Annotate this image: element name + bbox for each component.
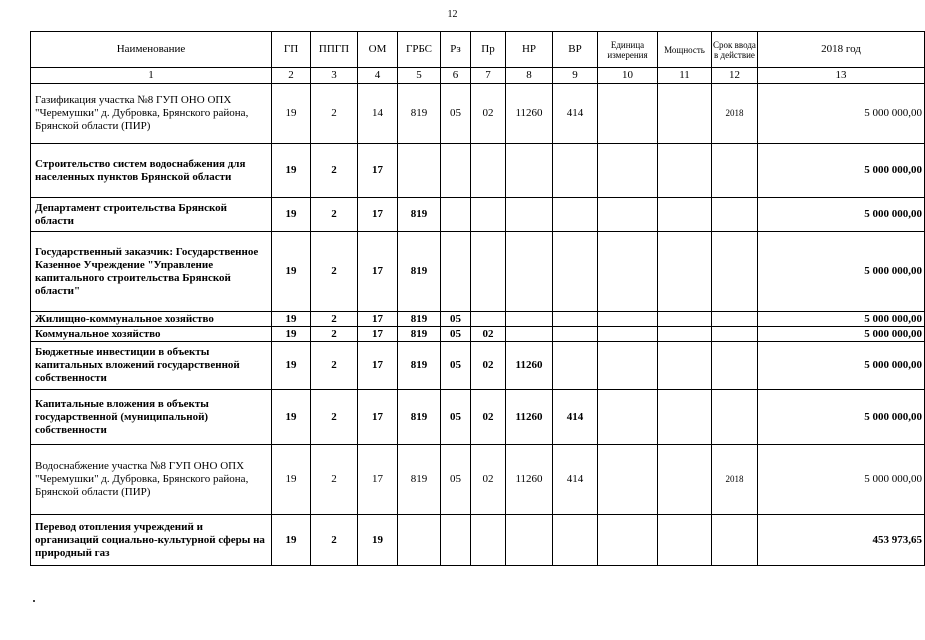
row-term xyxy=(712,342,758,390)
row-om: 17 xyxy=(358,327,398,342)
row-capacity xyxy=(658,342,712,390)
table-row xyxy=(31,84,925,144)
row-ppgp: 2 xyxy=(311,515,358,566)
row-unit xyxy=(598,198,658,232)
column-number: 3 xyxy=(311,68,358,84)
row-name: Капитальные вложения в объекты государственной (муниципальной) собственности xyxy=(31,390,272,445)
row-capacity xyxy=(658,390,712,445)
row-amount: 5 000 000,00 xyxy=(758,390,925,445)
row-grbs: 819 xyxy=(398,445,441,515)
row-name: Коммунальное хозяйство xyxy=(31,327,272,342)
row-rz xyxy=(441,198,471,232)
row-rz: 05 xyxy=(441,84,471,144)
row-amount: 5 000 000,00 xyxy=(758,84,925,144)
row-nr: 11260 xyxy=(506,84,553,144)
row-vr xyxy=(553,327,598,342)
row-grbs xyxy=(398,515,441,566)
row-rz: 05 xyxy=(441,312,471,327)
row-om: 17 xyxy=(358,144,398,198)
row-unit xyxy=(598,342,658,390)
row-om: 17 xyxy=(358,198,398,232)
row-rz xyxy=(441,232,471,312)
row-rz: 05 xyxy=(441,342,471,390)
row-name: Жилищно-коммунальное хозяйство xyxy=(31,312,272,327)
column-number: 8 xyxy=(506,68,553,84)
row-term: 2018 xyxy=(712,445,758,515)
row-gp: 19 xyxy=(272,515,311,566)
row-name: Водоснабжение участка №8 ГУП ОНО ОПХ "Черемушки" д. Дубровка, Брянского района, Брянской области (ПИР) xyxy=(31,445,272,515)
row-vr: 414 xyxy=(553,445,598,515)
column-number: 12 xyxy=(712,68,758,84)
row-term xyxy=(712,312,758,327)
table-row xyxy=(31,390,925,445)
row-vr: 414 xyxy=(553,390,598,445)
budget-table xyxy=(30,31,925,566)
row-name: Государственный заказчик: Государственное Казенное Учреждение "Управление капитального строительства Брянской области" xyxy=(31,232,272,312)
header-name: Наименование xyxy=(31,32,272,68)
header-rz: Рз xyxy=(441,32,471,68)
row-pr xyxy=(471,144,506,198)
table-row xyxy=(31,312,925,327)
row-pr: 02 xyxy=(471,84,506,144)
row-pr xyxy=(471,515,506,566)
row-grbs: 819 xyxy=(398,342,441,390)
row-grbs: 819 xyxy=(398,84,441,144)
row-grbs xyxy=(398,144,441,198)
row-amount: 5 000 000,00 xyxy=(758,327,925,342)
row-amount: 5 000 000,00 xyxy=(758,312,925,327)
row-unit xyxy=(598,144,658,198)
row-unit xyxy=(598,327,658,342)
column-number: 10 xyxy=(598,68,658,84)
row-ppgp: 2 xyxy=(311,445,358,515)
row-name: Строительство систем водоснабжения для населенных пунктов Брянской области xyxy=(31,144,272,198)
header-row xyxy=(31,32,925,68)
column-number: 1 xyxy=(31,68,272,84)
row-capacity xyxy=(658,515,712,566)
row-vr: 414 xyxy=(553,84,598,144)
header-term: Срок ввода в действие xyxy=(712,32,758,68)
header-unit: Единица измерения xyxy=(598,32,658,68)
row-pr xyxy=(471,232,506,312)
row-nr xyxy=(506,144,553,198)
row-vr xyxy=(553,198,598,232)
row-nr xyxy=(506,327,553,342)
row-unit xyxy=(598,84,658,144)
row-om: 14 xyxy=(358,84,398,144)
row-name: Бюджетные инвестиции в объекты капитальных вложений государственной собственности xyxy=(31,342,272,390)
row-term xyxy=(712,327,758,342)
scan-speck xyxy=(33,600,35,602)
row-nr: 11260 xyxy=(506,390,553,445)
row-pr: 02 xyxy=(471,342,506,390)
row-om: 17 xyxy=(358,342,398,390)
row-grbs: 819 xyxy=(398,198,441,232)
header-year: 2018 год xyxy=(758,32,925,68)
table-row xyxy=(31,342,925,390)
row-pr xyxy=(471,312,506,327)
column-number: 2 xyxy=(272,68,311,84)
row-ppgp: 2 xyxy=(311,232,358,312)
row-term xyxy=(712,515,758,566)
row-capacity xyxy=(658,327,712,342)
row-capacity xyxy=(658,312,712,327)
row-om: 17 xyxy=(358,232,398,312)
table-row xyxy=(31,198,925,232)
row-capacity xyxy=(658,84,712,144)
column-number: 11 xyxy=(658,68,712,84)
row-name: Перевод отопления учреждений и организаций социально-культурной сферы на природный газ xyxy=(31,515,272,566)
row-amount: 5 000 000,00 xyxy=(758,198,925,232)
row-gp: 19 xyxy=(272,445,311,515)
row-om: 17 xyxy=(358,390,398,445)
row-nr: 11260 xyxy=(506,445,553,515)
header-nr: НР xyxy=(506,32,553,68)
row-amount: 453 973,65 xyxy=(758,515,925,566)
table-row xyxy=(31,144,925,198)
row-gp: 19 xyxy=(272,84,311,144)
row-capacity xyxy=(658,445,712,515)
row-pr xyxy=(471,198,506,232)
header-gp: ГП xyxy=(272,32,311,68)
row-om: 17 xyxy=(358,312,398,327)
header-capacity: Мощность xyxy=(658,32,712,68)
row-nr: 11260 xyxy=(506,342,553,390)
row-unit xyxy=(598,445,658,515)
row-ppgp: 2 xyxy=(311,342,358,390)
row-rz: 05 xyxy=(441,390,471,445)
row-vr xyxy=(553,515,598,566)
row-unit xyxy=(598,515,658,566)
row-capacity xyxy=(658,144,712,198)
row-grbs: 819 xyxy=(398,327,441,342)
row-term xyxy=(712,232,758,312)
row-unit xyxy=(598,312,658,327)
column-number: 7 xyxy=(471,68,506,84)
row-name: Департамент строительства Брянской области xyxy=(31,198,272,232)
row-nr xyxy=(506,312,553,327)
column-number: 13 xyxy=(758,68,925,84)
row-amount: 5 000 000,00 xyxy=(758,232,925,312)
row-grbs: 819 xyxy=(398,232,441,312)
row-ppgp: 2 xyxy=(311,312,358,327)
row-ppgp: 2 xyxy=(311,198,358,232)
row-capacity xyxy=(658,198,712,232)
row-gp: 19 xyxy=(272,342,311,390)
row-vr xyxy=(553,312,598,327)
row-rz: 05 xyxy=(441,327,471,342)
row-ppgp: 2 xyxy=(311,390,358,445)
table-row xyxy=(31,327,925,342)
row-vr xyxy=(553,342,598,390)
row-amount: 5 000 000,00 xyxy=(758,445,925,515)
row-gp: 19 xyxy=(272,390,311,445)
row-om: 19 xyxy=(358,515,398,566)
row-nr xyxy=(506,515,553,566)
row-gp: 19 xyxy=(272,327,311,342)
row-term xyxy=(712,390,758,445)
row-term xyxy=(712,198,758,232)
row-rz xyxy=(441,144,471,198)
header-ppgp: ППГП xyxy=(311,32,358,68)
column-number: 6 xyxy=(441,68,471,84)
row-grbs: 819 xyxy=(398,312,441,327)
header-pr: Пр xyxy=(471,32,506,68)
row-ppgp: 2 xyxy=(311,327,358,342)
row-pr: 02 xyxy=(471,445,506,515)
column-number-row xyxy=(31,68,925,84)
row-om: 17 xyxy=(358,445,398,515)
header-om: ОМ xyxy=(358,32,398,68)
row-term xyxy=(712,144,758,198)
row-ppgp: 2 xyxy=(311,144,358,198)
page-number: 12 xyxy=(447,9,458,20)
row-gp: 19 xyxy=(272,198,311,232)
column-number: 9 xyxy=(553,68,598,84)
row-ppgp: 2 xyxy=(311,84,358,144)
row-grbs: 819 xyxy=(398,390,441,445)
row-amount: 5 000 000,00 xyxy=(758,342,925,390)
row-unit xyxy=(598,232,658,312)
row-nr xyxy=(506,232,553,312)
row-capacity xyxy=(658,232,712,312)
row-vr xyxy=(553,144,598,198)
column-number: 5 xyxy=(398,68,441,84)
header-vr: ВР xyxy=(553,32,598,68)
row-name: Газификация участка №8 ГУП ОНО ОПХ "Черемушки" д. Дубровка, Брянского района, Брянской области (ПИР) xyxy=(31,84,272,144)
row-amount: 5 000 000,00 xyxy=(758,144,925,198)
row-nr xyxy=(506,198,553,232)
row-rz: 05 xyxy=(441,445,471,515)
row-rz xyxy=(441,515,471,566)
row-vr xyxy=(553,232,598,312)
table-row xyxy=(31,445,925,515)
table-row xyxy=(31,515,925,566)
header-grbs: ГРБС xyxy=(398,32,441,68)
row-pr: 02 xyxy=(471,390,506,445)
column-number: 4 xyxy=(358,68,398,84)
table-row xyxy=(31,232,925,312)
row-gp: 19 xyxy=(272,232,311,312)
row-term: 2018 xyxy=(712,84,758,144)
row-gp: 19 xyxy=(272,144,311,198)
row-pr: 02 xyxy=(471,327,506,342)
row-unit xyxy=(598,390,658,445)
row-gp: 19 xyxy=(272,312,311,327)
